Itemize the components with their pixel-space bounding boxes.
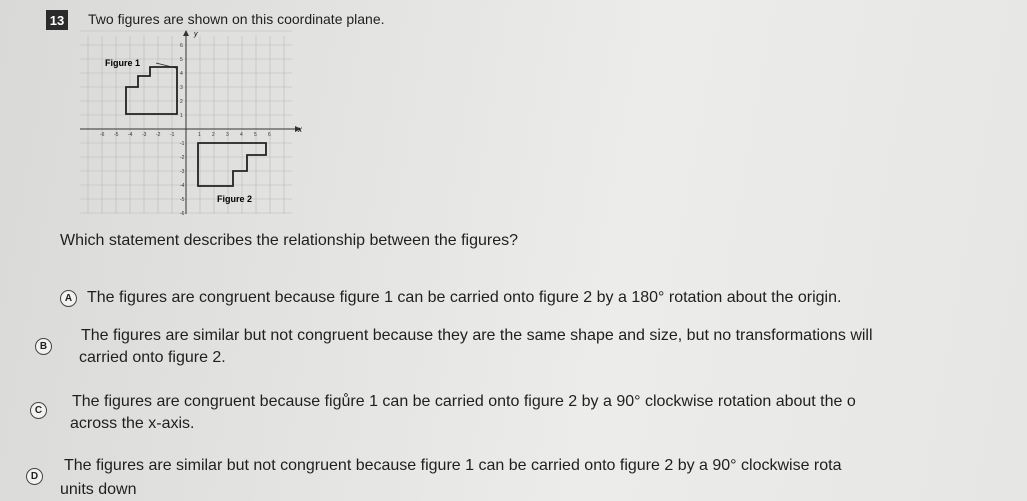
question-stem: Two figures are shown on this coordinate plane. [88, 11, 385, 27]
y-tick-label: -5 [180, 197, 185, 203]
choice-a-text: The figures are congruent because figure 1 can be carried onto figure 2 by a 180° rotation about the origin. [87, 289, 842, 306]
y-tick-label: -6 [180, 211, 185, 217]
choice-c-bubble[interactable]: C [30, 402, 47, 419]
choice-d-text-line1: The figures are similar but not congruent because figure 1 can be carried onto figure 2 by a 90° clockwise rota [64, 457, 842, 474]
figure-1-shape [126, 67, 177, 114]
choice-d-text-line2: units down [60, 481, 137, 498]
question-number: 13 [46, 10, 68, 30]
choice-b-text-line1: The figures are similar but not congruent because they are the same shape and size, but no transformations will [81, 327, 873, 344]
x-tick-label: -3 [142, 132, 147, 138]
x-tick-label: 3 [226, 132, 229, 138]
y-tick-label: -4 [180, 183, 185, 189]
x-tick-label: -4 [128, 132, 133, 138]
question-prompt: Which statement describes the relationship between the figures? [60, 232, 519, 249]
y-axis-label: y [194, 31, 198, 38]
coordinate-plane [80, 28, 305, 220]
x-tick-label: -5 [114, 132, 119, 138]
choice-c-text-line1: The figures are congruent because figůre 1 can be carried onto figure 2 by a 90° clockwise rotation about the o [72, 393, 856, 410]
x-tick-label: 4 [240, 132, 243, 138]
figure-1-label: Figure 1 [105, 58, 141, 68]
y-tick-label: -3 [180, 169, 185, 175]
choice-b-text-line2: carried onto figure 2. [79, 349, 226, 366]
y-tick-label: 3 [180, 85, 183, 91]
y-tick-label: 1 [180, 113, 183, 119]
choice-b-bubble[interactable]: B [35, 338, 52, 355]
figure-2-label: Figure 2 [217, 194, 253, 204]
y-tick-label: 4 [180, 71, 183, 77]
x-tick-label: -1 [170, 132, 175, 138]
x-tick-label: 2 [212, 132, 215, 138]
y-tick-label: 2 [180, 99, 183, 105]
y-tick-labels [180, 43, 185, 217]
x-tick-label: -2 [156, 132, 161, 138]
y-tick-label: 6 [180, 43, 183, 49]
x-axis-label: x [298, 125, 302, 134]
x-tick-label: 1 [198, 132, 201, 138]
choice-c-text-line2: across the x-axis. [70, 415, 195, 432]
choice-d-bubble[interactable]: D [26, 468, 43, 485]
y-tick-label: 5 [180, 57, 183, 63]
y-tick-label: -2 [180, 155, 185, 161]
x-tick-label: -6 [100, 132, 105, 138]
x-tick-label: 6 [268, 132, 271, 138]
choice-a-bubble[interactable]: A [60, 290, 77, 307]
x-tick-label: 5 [254, 132, 257, 138]
y-tick-label: -1 [180, 141, 185, 147]
